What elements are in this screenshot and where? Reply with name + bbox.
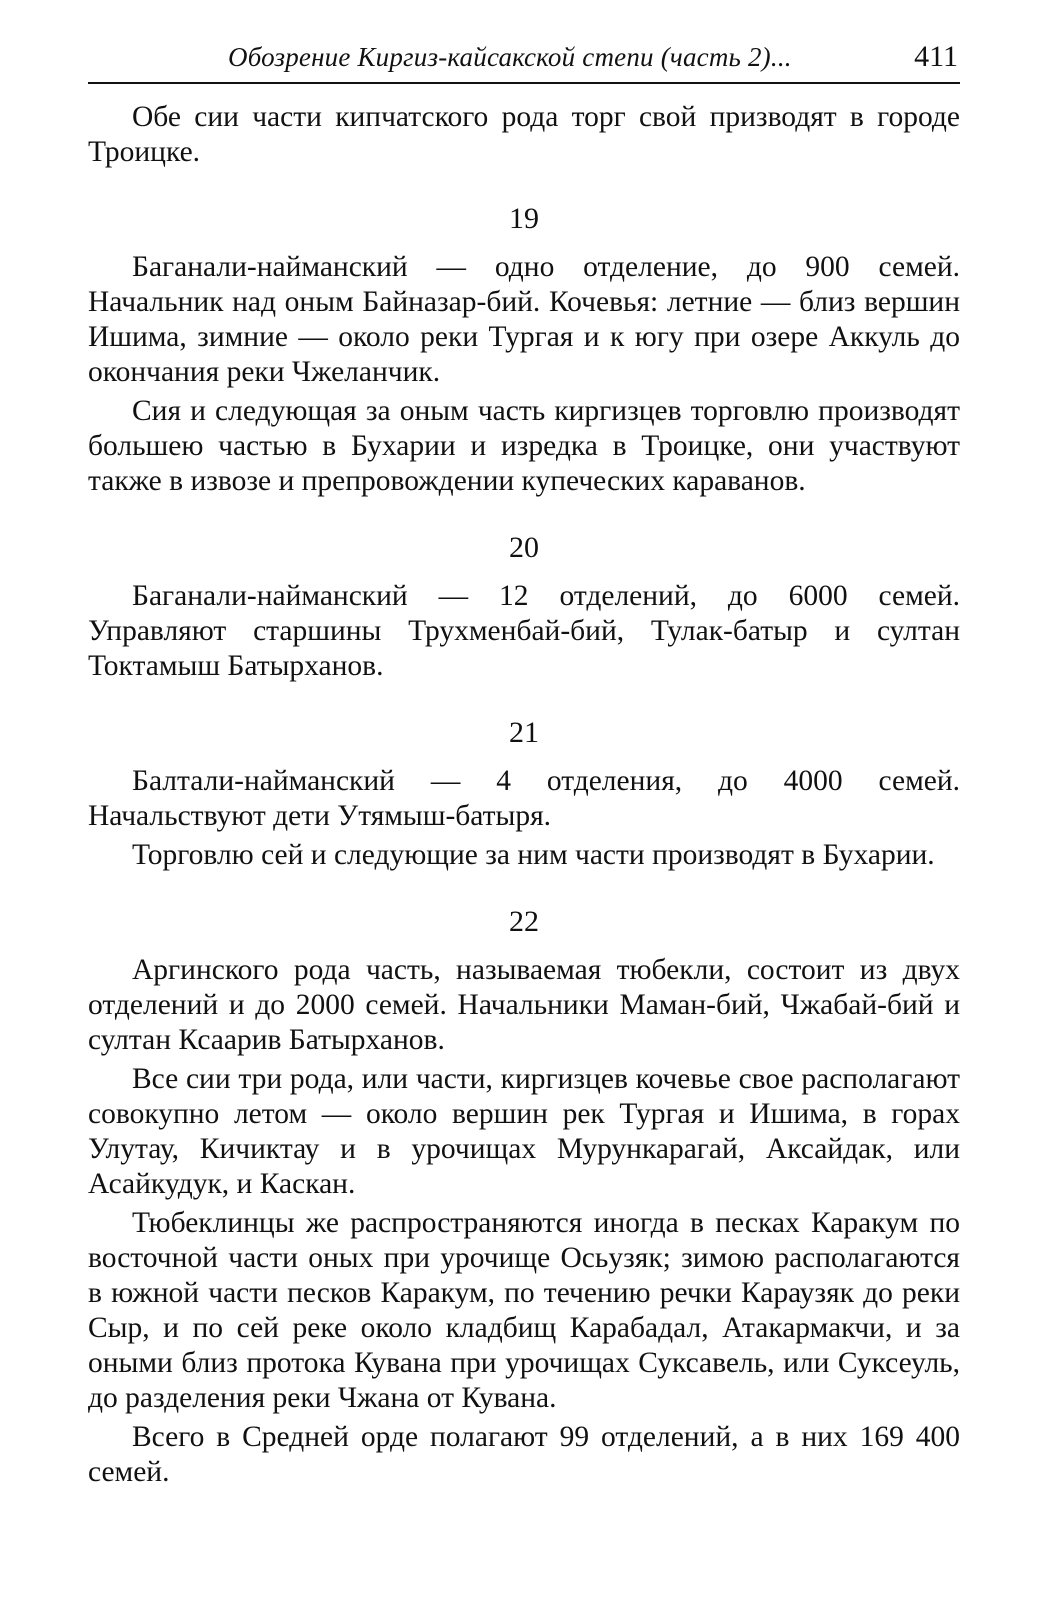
- section-21: [88, 715, 960, 873]
- paragraph: Баганали-найманский — 12 отделений, до 6000 семей. Управляют старшины Трухменбай-бий, Тулак-батыр и султан Токтамыш Батырханов.: [88, 580, 960, 682]
- section-20: [88, 530, 960, 684]
- body-text: [88, 100, 960, 1490]
- page-number: 411: [914, 40, 958, 73]
- paragraph: Всего в Средней орде полагают 99 отделений, а в них 169 400 семей.: [88, 1421, 960, 1488]
- section-number: 20: [509, 531, 539, 564]
- section-19: [88, 201, 960, 499]
- paragraph: Тюбеклинцы же распространяются иногда в песках Каракум по восточной части оных при урочище Осьузяк; зимою располагаются в южной части песков Каракум, по течению речки Караузяк до реки Сыр, и по сей реке около кладбищ Карабадал, Атакармакчи, и за оными близ протока Кувана при урочищах Суксавель, или Суксеуль, до разделения реки Чжана от Кувана.: [88, 1207, 960, 1414]
- section-number: 22: [509, 905, 539, 938]
- paragraph: Баганали-найманский — одно отделение, до 900 семей. Начальник над оным Байназар-бий. Кочевья: летние — близ вершин Ишима, зимние — около реки Тургая и к югу при озере Аккуль до окончания реки Чжеланчик.: [88, 251, 960, 388]
- paragraph: Аргинского рода часть, называемая тюбекли, состоит из двух отделений и до 2000 семей. Начальники Маман-бий, Чжабай-бий и султан Ксаарив Батырханов.: [88, 954, 960, 1056]
- intro-paragraph: Обе сии части кипчатского рода торг свой призводят в городе Троицке.: [88, 101, 960, 168]
- paragraph: Торговлю сей и следующие за ним части производят в Бухарии.: [132, 839, 935, 871]
- book-page: [88, 40, 960, 1490]
- running-head: [88, 40, 960, 84]
- paragraph: Балтали-найманский — 4 отделения, до 4000 семей. Начальствуют дети Утямыш-батыря.: [88, 765, 960, 832]
- section-number: 19: [509, 202, 539, 235]
- paragraph: Все сии три рода, или части, киргизцев кочевье свое располагают совокупно летом — около вершин рек Тургая и Ишима, в горах Улутау, Кичиктау и в урочищах Мурункарагай, Аксайдак, или Асайкудук, и Каскан.: [88, 1063, 960, 1200]
- paragraph: Сия и следующая за оным часть киргизцев торговлю производят большею частью в Бухарии и изредка в Троицке, они участвуют также в извозе и препровождении купеческих караванов.: [88, 395, 960, 497]
- section-number: 21: [509, 716, 539, 749]
- running-title: Обозрение Киргиз-кайсакской степи (часть 2)...: [228, 42, 792, 72]
- section-22: [88, 904, 960, 1490]
